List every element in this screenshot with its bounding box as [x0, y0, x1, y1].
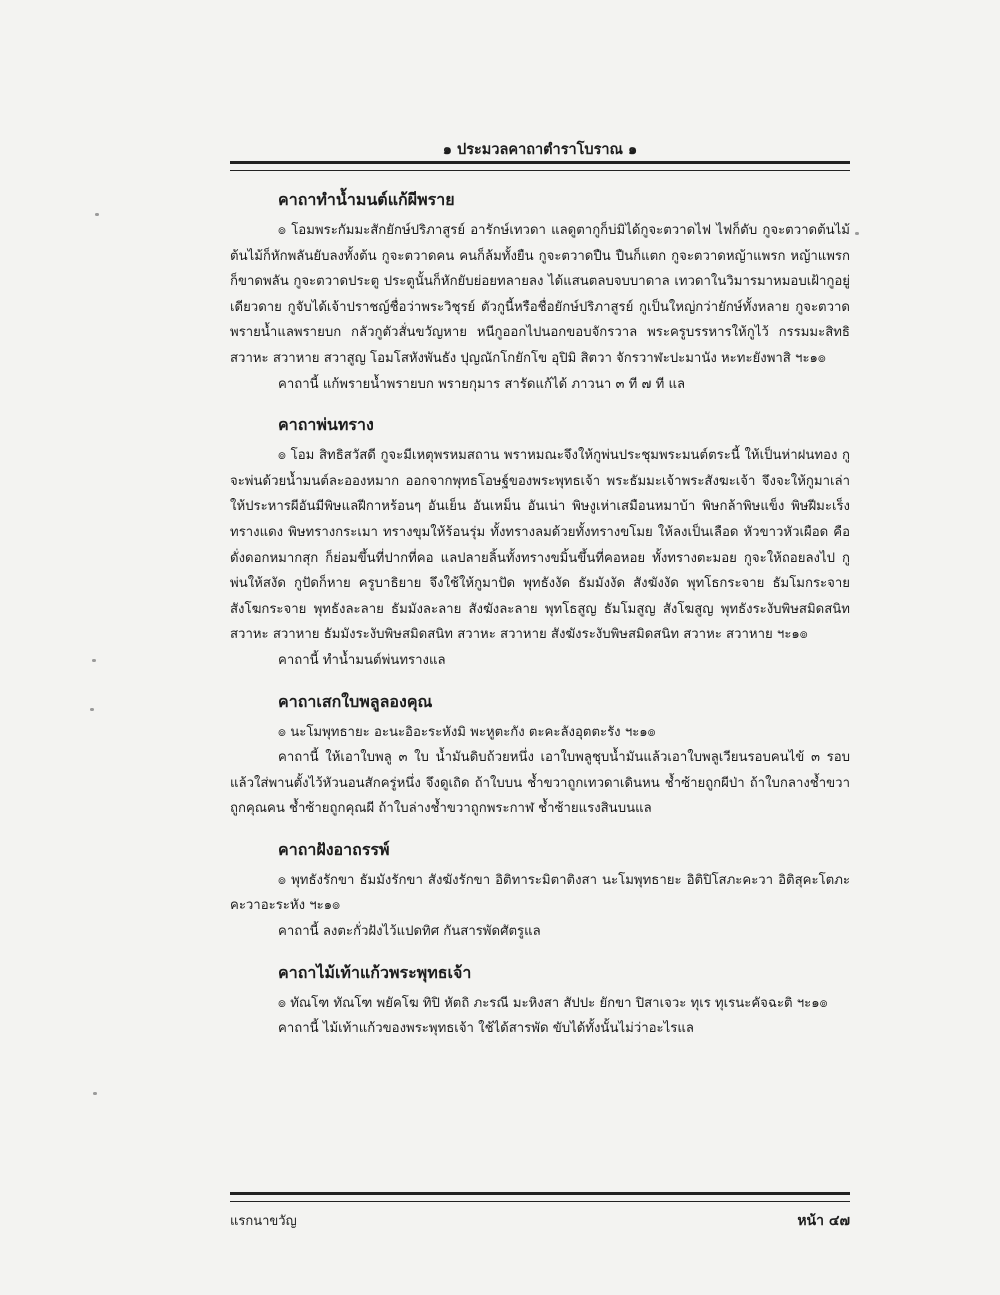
- scan-speck: [95, 213, 99, 216]
- section-title: คาถาฝังอาถรรพ์: [278, 839, 390, 859]
- incantation-text: ๏ นะโมพุทธายะ อะนะอิอะระหังมิ พะหูตะกัง ตะคะลังอุตตะรัง ฯะ๑๏: [278, 724, 656, 740]
- usage-note: คาถานี้ ลงตะกั่วฝังไว้แปดทิศ กันสารพัดศัตรูแล: [278, 924, 541, 940]
- usage-note: คาถานี้ แก้พรายน้ำพรายบก พรายกุมาร สารัดแก้ได้ ภาวนา ๓ ที ๗ ที แล: [278, 376, 686, 392]
- section: [230, 690, 850, 822]
- section: [230, 413, 850, 673]
- page-number: หน้า ๔๗: [797, 1213, 850, 1229]
- usage-note: คาถานี้ ให้เอาใบพลู ๓ ใบ น้ำมันดิบถ้วยหนึ่ง เอาใบพลูชุบน้ำมันแล้วเอาใบพลูเวียนรอบคนไข้ ๓ รอบ แล้วใส่พานตั้งไว้หัวนอนสักครู่หนึ่ง จึงดูเถิด ถ้าใบบน ช้ำขวาถูกเทวดาเดินหน ช้ำซ้ายถูกผีป่า ถ้าใบกลางช้ำขวาถูกคุณคน ช้ำซ้ายถูกคุณผี ถ้าใบล่างช้ำขวาถูกพระกาฬ ช้ำซ้ายแรงสินบนแล: [230, 750, 850, 817]
- page-content: [230, 180, 850, 1058]
- section-title: คาถาทำน้ำมนต์แก้ผีพราย: [278, 190, 455, 209]
- scan-speck: [90, 708, 94, 711]
- section: [230, 961, 850, 1042]
- section: [230, 838, 850, 945]
- section-title: คาถาพ่นทราง: [278, 415, 374, 435]
- usage-note: คาถานี้ ไม้เท้าแก้วของพระพุทธเจ้า ใช้ได้สารพัด ขับได้ทั้งนั้นไม่ว่าอะไรแล: [278, 1021, 694, 1037]
- scan-speck: [855, 232, 859, 235]
- incantation-text: ๏ พุทธังรักขา ธัมมังรักขา สังฆังรักขา อิติทาระมิตาติงสา นะโมพุทธายะ อิติปิโสภะคะวา อิติสุคะโตภะคะวาอะระหัง ฯะ๑๏: [230, 872, 850, 914]
- header-rule: [230, 161, 850, 171]
- section-title: คาถาไม้เท้าแก้วพระพุทธเจ้า: [278, 962, 472, 982]
- incantation-text: ๏ โอมพระกัมมะสักยักษ์ปริภาสูรย์ อารักษ์เทวดา แลดูตากูก็บ่มิได้กูจะตวาดไฟ ไฟก็ดับ กูจะตวาดต้นไม้ ต้นไม้ก็หักพลันยับลงทั้งต้น กูจะตวาดคน คนก็ล้มทั้งยืน กูจะตวาดปืน ปืนก็แตก กูจะตวาดหญ้าแพรก หญ้าแพรกก็ขาดพลัน กูจะตวาดประตู ประตูนั้นก็หักยับย่อยทลายลง ได้แสนตลบจบบาดาล เทวดาในวิมารมาหมอบเฝ้ากูอยู่เดียวดาย กูจับได้เจ้าปราชญ์ชื่อว่าพระวิชุรย์ ตัวกูนี้หรือชื่อยักษ์ปริภาสูรย์ กูเป็นใหญ่กว่ายักษ์ทั้งหลาย กูจะตวาดพรายน้ำแลพรายบก กลัวกูตัวสั่นขวัญหาย หนีกูออกไปนอกขอบจักรวาล พระครูบรรหารให้กูไว้ กรรมมะสิทธิสวาหะ สวาหาย สวาสูญ โอมโสหังพันธัง ปุญณักโกยักโข อุปิมิ สิตวา จักรวาฬะปะมานัง หะทะยังพาสิ ฯะ๑๏: [230, 223, 850, 366]
- scan-speck: [92, 659, 96, 662]
- footer-book-title: แรกนาขวัญ: [230, 1214, 297, 1229]
- section-title: คาถาเสกใบพลูลองคุณ: [278, 691, 433, 711]
- incantation-text: ๏ โอม สิทธิสวัสดี กูจะมีเหตุพรหมสถาน พราหมณะจึงให้กูพ่นประชุมพระมนต์ตระนี้ ให้เป็นห่าฝนทอง กูจะพ่นด้วยน้ำมนต์ละอองหมาก ออกจากพุทธโอษฐ์ของพระพุทธเจ้า พระธัมมะเจ้าพระสังฆะเจ้า จึงจะให้กูมาเล่าให้ประหารผีอันมีพิษแลฝีกาหร้อนๆ อันเย็น อันเหม็น อันเน่า พิษงูเห่าเสมือนหมาบ้า พิษกล้าพิษแข็ง พิษฝีมะเร็ง ทรางแดง พิษทรางกระเมา ทรางขุมให้ร้อนรุ่ม ทั้งทรางลมด้วยทั้งทรางขโมย ให้ลงเป็นเลือด หัวขาวหัวเผือด คือดั่งดอกหมากสุก ก็ย่อมขึ้นที่ปากที่คอ แลปลายลิ้นทั้งทรางขมิ้นขึ้นที่คอหอย ทั้งทรางตะมอย กูจะให้ถอยลงไป กูพ่นให้สงัด กูปัดก็หาย ครูบาธิยาย จึงใช้ให้กูมาปัด พุทธังงัด ธัมมังงัด สังฆังงัด พุทโธกระจาย ธัมโมกระจาย สังโฆกระจาย พุทธังละลาย ธัมมังละลาย สังฆังละลาย พุทโธสูญ ธัมโมสูญ สังโฆสูญ พุทธังระงับพิษสมิดสนิท สวาหะ สวาหาย ธัมมังระงับพิษสมิดสนิท สวาหะ สวาหาย สังฆังระงับพิษสมิดสนิท สวาหะ สวาหาย ฯะ๑๏: [230, 448, 850, 643]
- usage-note: คาถานี้ ทำน้ำมนต์พ่นทรางแล: [278, 652, 446, 668]
- incantation-text: ๏ ทัณโฑ ทัณโฑ พยัคโฆ ทิปิ หัตถิ ภะรณี มะหิงสา สัปปะ ยักขา ปิสาเจวะ ทุเร ทุเรนะคัจฉะติ ฯะ๑๏: [278, 995, 828, 1011]
- running-header: ๑ ประมวลคาถาตำราโบราณ ๑: [442, 141, 638, 158]
- footer-rule: [230, 1192, 850, 1202]
- scan-speck: [93, 1092, 97, 1095]
- section: [230, 188, 850, 397]
